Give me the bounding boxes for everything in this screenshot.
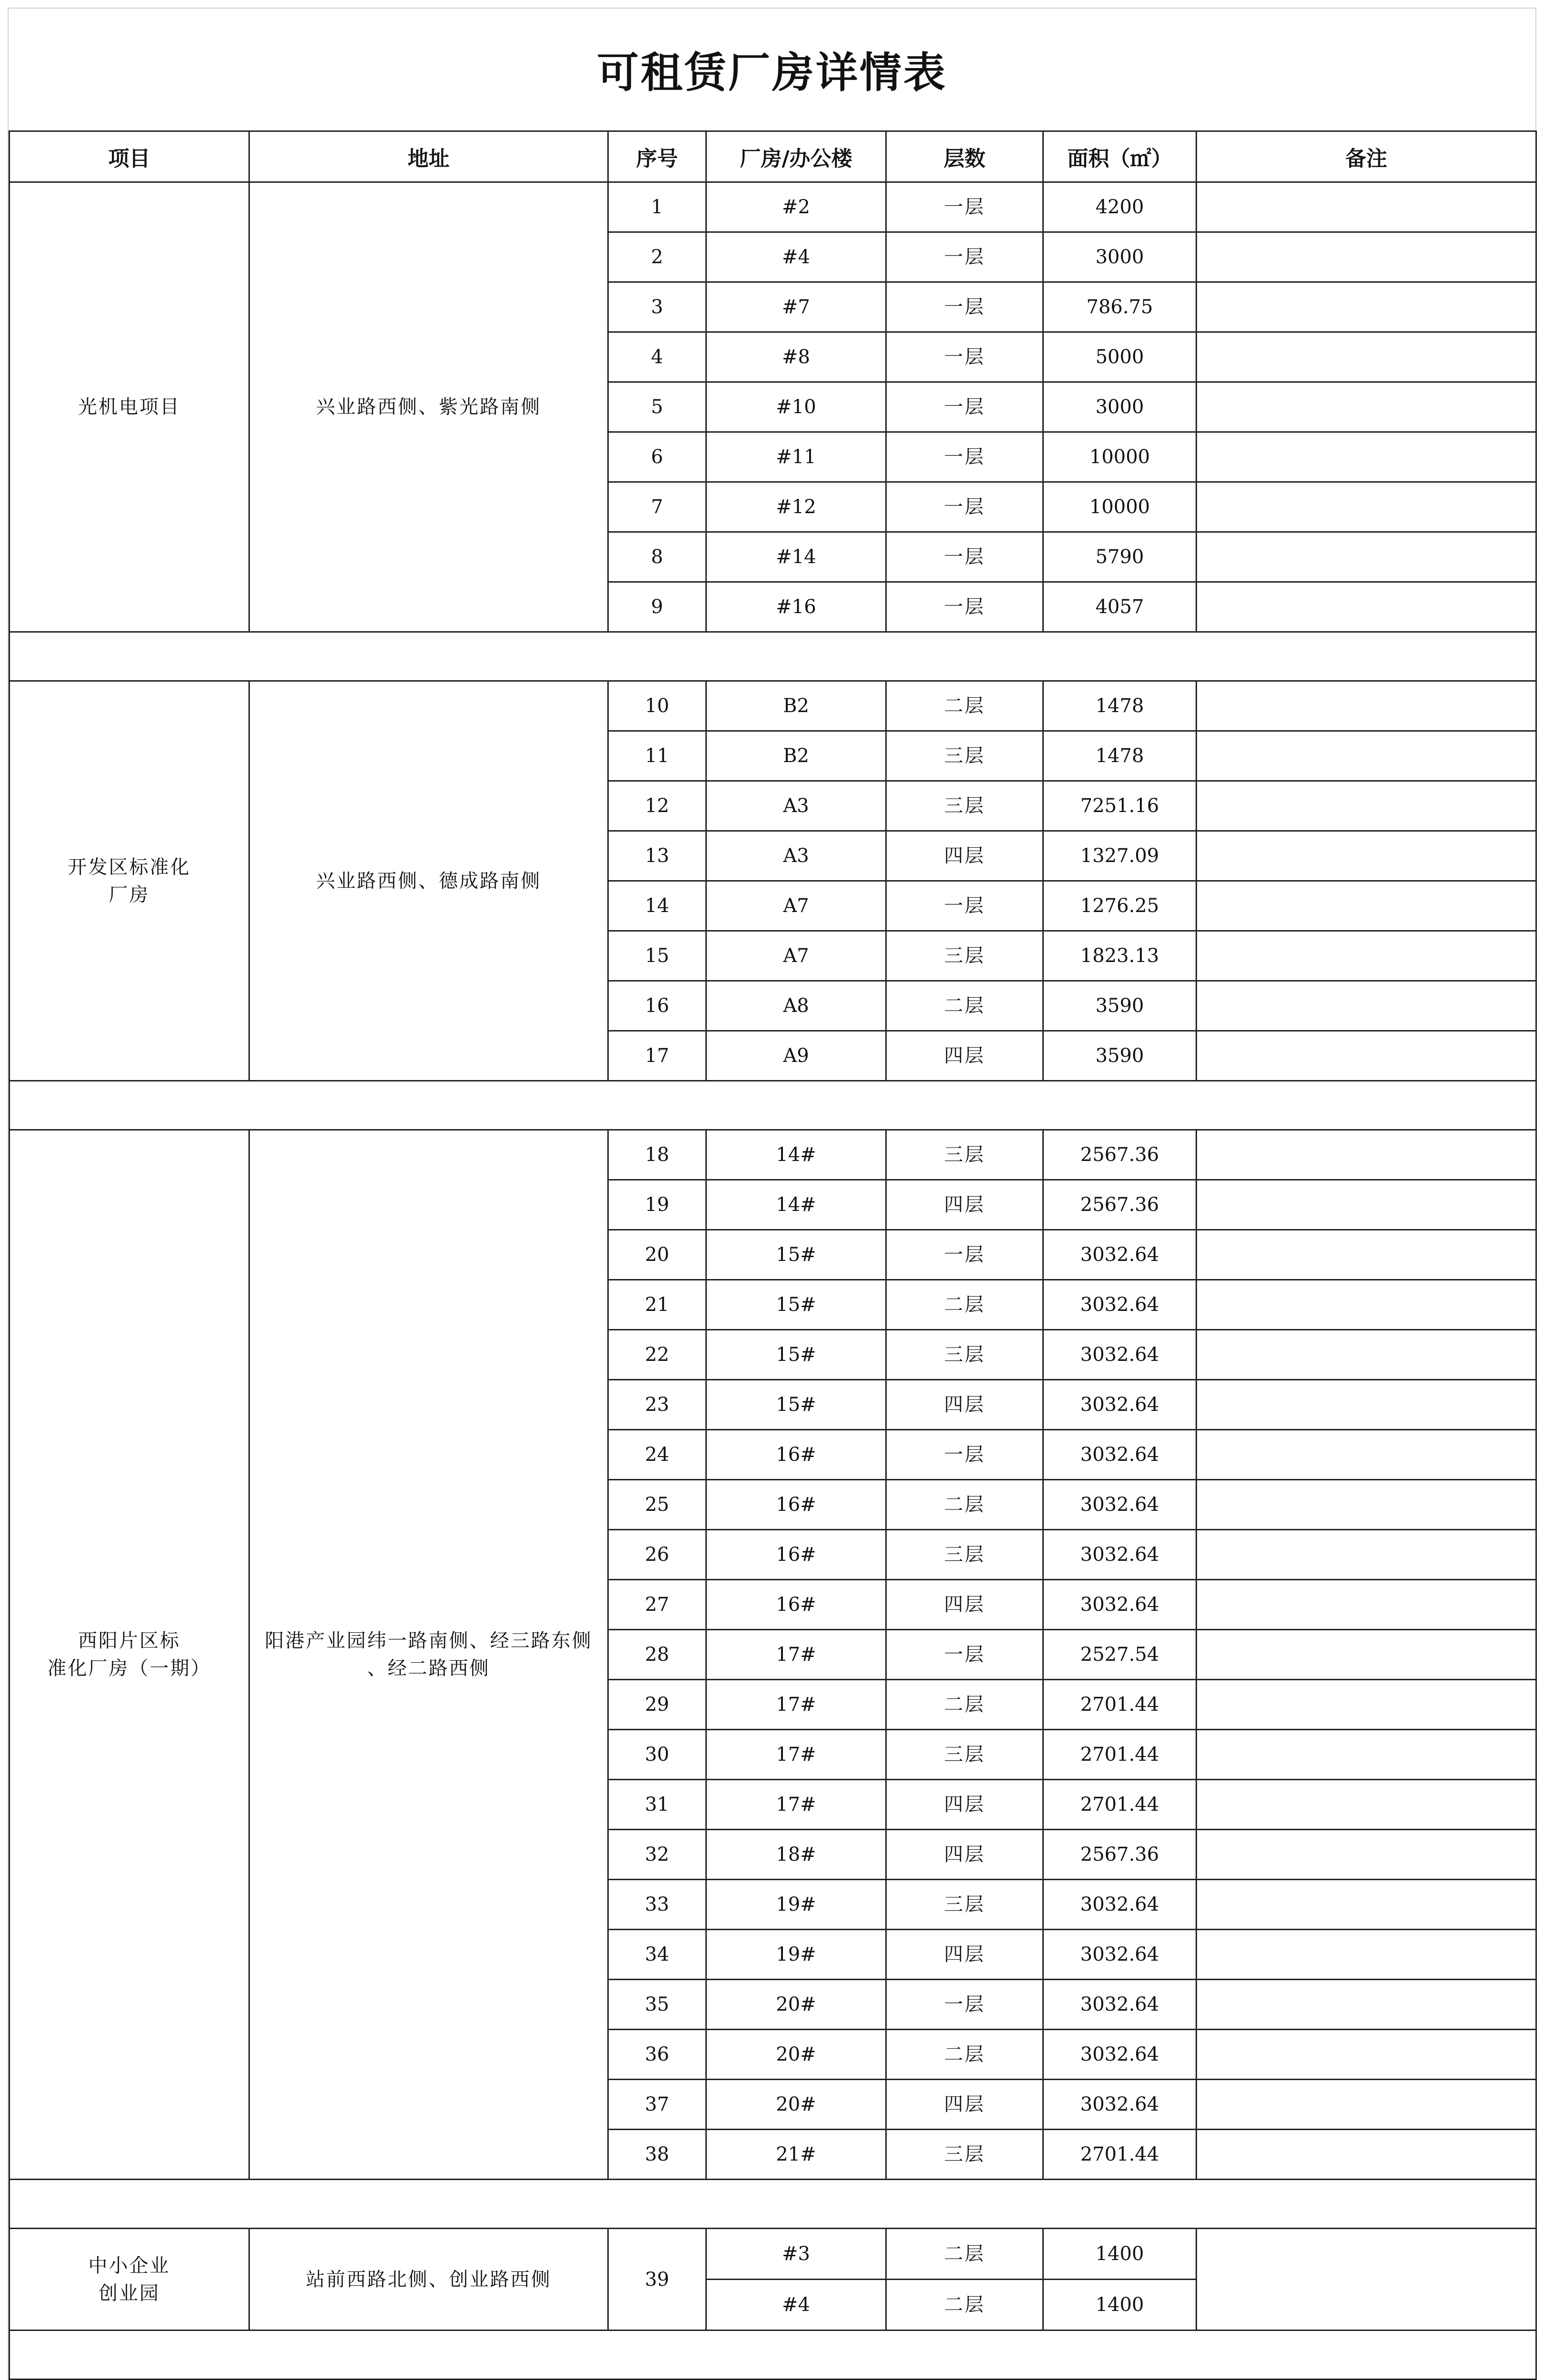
floor-cell: 四层 <box>886 1780 1043 1830</box>
floor-cell: 四层 <box>886 1380 1043 1430</box>
header-row <box>10 131 1536 182</box>
area-cell: 3032.64 <box>1043 1580 1197 1630</box>
area-cell: 2527.54 <box>1043 1630 1197 1680</box>
building-cell: 20# <box>706 1980 886 2030</box>
floor-cell: 二层 <box>886 1280 1043 1330</box>
building-cell: A3 <box>706 831 886 881</box>
no-cell: 4 <box>608 332 706 382</box>
no-cell: 12 <box>608 781 706 831</box>
no-cell: 5 <box>608 382 706 432</box>
floor-cell: 一层 <box>886 432 1043 482</box>
floor-cell: 四层 <box>886 1180 1043 1230</box>
building-cell: 15# <box>706 1280 886 1330</box>
building-cell: #3 <box>706 2229 886 2280</box>
floor-cell: 一层 <box>886 1980 1043 2030</box>
area-cell: 3032.64 <box>1043 2030 1197 2080</box>
floor-cell: 一层 <box>886 182 1043 232</box>
area-cell: 3590 <box>1043 981 1197 1031</box>
note-cell <box>1197 1730 1536 1780</box>
area-cell: 3032.64 <box>1043 1530 1197 1580</box>
note-cell <box>1197 182 1536 232</box>
floor-cell: 三层 <box>886 1880 1043 1930</box>
spacer-row <box>10 2330 1536 2380</box>
no-cell: 2 <box>608 232 706 282</box>
table-row <box>10 681 1536 731</box>
note-cell <box>1197 2080 1536 2130</box>
area-cell: 3032.64 <box>1043 1930 1197 1980</box>
floor-cell: 三层 <box>886 731 1043 781</box>
building-cell: #7 <box>706 282 886 332</box>
floor-cell: 四层 <box>886 1830 1043 1880</box>
floor-cell: 四层 <box>886 2080 1043 2130</box>
floor-cell: 一层 <box>886 1230 1043 1280</box>
no-cell: 29 <box>608 1680 706 1730</box>
no-cell: 35 <box>608 1980 706 2030</box>
no-cell: 37 <box>608 2080 706 2130</box>
no-cell: 10 <box>608 681 706 731</box>
building-cell: #8 <box>706 332 886 382</box>
note-cell <box>1197 1380 1536 1430</box>
building-cell: 14# <box>706 1180 886 1230</box>
floor-cell: 一层 <box>886 332 1043 382</box>
building-cell: 18# <box>706 1830 886 1880</box>
floor-cell: 二层 <box>886 2229 1043 2280</box>
note-cell <box>1197 881 1536 931</box>
building-cell: #11 <box>706 432 886 482</box>
building-cell: 15# <box>706 1380 886 1430</box>
no-cell: 25 <box>608 1480 706 1530</box>
note-cell <box>1197 781 1536 831</box>
note-cell <box>1197 1630 1536 1680</box>
note-cell <box>1197 1031 1536 1081</box>
no-cell: 8 <box>608 532 706 582</box>
note-cell <box>1197 1430 1536 1480</box>
note-cell <box>1197 681 1536 731</box>
header-address: 地址 <box>249 131 608 182</box>
table-row <box>10 2229 1536 2280</box>
area-cell: 7251.16 <box>1043 781 1197 831</box>
area-cell: 1400 <box>1043 2229 1197 2280</box>
no-cell: 20 <box>608 1230 706 1280</box>
area-cell: 3032.64 <box>1043 2080 1197 2130</box>
no-cell: 39 <box>608 2229 706 2330</box>
header-note: 备注 <box>1197 131 1536 182</box>
area-cell: 786.75 <box>1043 282 1197 332</box>
floor-cell: 一层 <box>886 582 1043 632</box>
area-cell: 1400 <box>1043 2280 1197 2330</box>
note-cell <box>1197 1180 1536 1230</box>
area-cell: 1276.25 <box>1043 881 1197 931</box>
area-cell: 10000 <box>1043 482 1197 532</box>
note-cell <box>1197 1930 1536 1980</box>
floor-cell: 三层 <box>886 781 1043 831</box>
building-cell: 16# <box>706 1580 886 1630</box>
area-cell: 3590 <box>1043 1031 1197 1081</box>
building-cell: 16# <box>706 1430 886 1480</box>
note-cell <box>1197 1780 1536 1830</box>
note-cell <box>1197 1680 1536 1730</box>
project-cell: 西阳片区标 准化厂房（一期） <box>10 1130 249 2180</box>
floor-cell: 二层 <box>886 1680 1043 1730</box>
floor-cell: 一层 <box>886 532 1043 582</box>
building-cell: A3 <box>706 781 886 831</box>
address-cell: 兴业路西侧、德成路南侧 <box>249 681 608 1081</box>
no-cell: 34 <box>608 1930 706 1980</box>
address-cell: 兴业路西侧、紫光路南侧 <box>249 182 608 632</box>
note-cell <box>1197 432 1536 482</box>
address-cell: 阳港产业园纬一路南侧、经三路东侧 、经二路西侧 <box>249 1130 608 2180</box>
area-cell: 3032.64 <box>1043 1880 1197 1930</box>
floor-cell: 二层 <box>886 981 1043 1031</box>
no-cell: 15 <box>608 931 706 981</box>
rental-table <box>9 130 1537 2380</box>
area-cell: 2701.44 <box>1043 1780 1197 1830</box>
area-cell: 3032.64 <box>1043 1480 1197 1530</box>
spacer-row <box>10 632 1536 681</box>
building-cell: #2 <box>706 182 886 232</box>
building-cell: 16# <box>706 1530 886 1580</box>
floor-cell: 二层 <box>886 681 1043 731</box>
no-cell: 23 <box>608 1380 706 1430</box>
no-cell: 32 <box>608 1830 706 1880</box>
note-cell <box>1197 1880 1536 1930</box>
building-cell: B2 <box>706 731 886 781</box>
no-cell: 30 <box>608 1730 706 1780</box>
floor-cell: 二层 <box>886 1480 1043 1530</box>
no-cell: 6 <box>608 432 706 482</box>
building-cell: 15# <box>706 1330 886 1380</box>
note-cell <box>1197 931 1536 981</box>
note-cell <box>1197 582 1536 632</box>
floor-cell: 三层 <box>886 1530 1043 1580</box>
no-cell: 21 <box>608 1280 706 1330</box>
no-cell: 27 <box>608 1580 706 1630</box>
no-cell: 33 <box>608 1880 706 1930</box>
no-cell: 13 <box>608 831 706 881</box>
floor-cell: 三层 <box>886 1330 1043 1380</box>
area-cell: 1478 <box>1043 681 1197 731</box>
area-cell: 3000 <box>1043 382 1197 432</box>
table-row <box>10 1130 1536 1180</box>
area-cell: 2567.36 <box>1043 1180 1197 1230</box>
building-cell: A7 <box>706 881 886 931</box>
note-cell <box>1197 532 1536 582</box>
project-cell: 中小企业 创业园 <box>10 2229 249 2330</box>
no-cell: 26 <box>608 1530 706 1580</box>
floor-cell: 一层 <box>886 881 1043 931</box>
no-cell: 18 <box>608 1130 706 1180</box>
no-cell: 17 <box>608 1031 706 1081</box>
floor-cell: 一层 <box>886 232 1043 282</box>
spacer-cell <box>10 2330 1536 2380</box>
note-cell <box>1197 2229 1536 2330</box>
floor-cell: 三层 <box>886 931 1043 981</box>
area-cell: 3032.64 <box>1043 1980 1197 2030</box>
area-cell: 3032.64 <box>1043 1330 1197 1380</box>
area-cell: 2701.44 <box>1043 1680 1197 1730</box>
note-cell <box>1197 1480 1536 1530</box>
spacer-cell <box>10 1081 1536 1130</box>
note-cell <box>1197 382 1536 432</box>
floor-cell: 一层 <box>886 1430 1043 1480</box>
address-cell: 站前西路北侧、创业路西侧 <box>249 2229 608 2330</box>
area-cell: 1478 <box>1043 731 1197 781</box>
area-cell: 1327.09 <box>1043 831 1197 881</box>
note-cell <box>1197 1530 1536 1580</box>
area-cell: 2701.44 <box>1043 2130 1197 2180</box>
spacer-row <box>10 2180 1536 2229</box>
area-cell: 3032.64 <box>1043 1380 1197 1430</box>
note-cell <box>1197 731 1536 781</box>
header-project: 项目 <box>10 131 249 182</box>
no-cell: 3 <box>608 282 706 332</box>
no-cell: 1 <box>608 182 706 232</box>
floor-cell: 三层 <box>886 2130 1043 2180</box>
no-cell: 24 <box>608 1430 706 1480</box>
no-cell: 7 <box>608 482 706 532</box>
note-cell <box>1197 1280 1536 1330</box>
building-cell: 17# <box>706 1680 886 1730</box>
no-cell: 22 <box>608 1330 706 1380</box>
page-title: 可租赁厂房详情表 <box>596 48 947 97</box>
area-cell: 1823.13 <box>1043 931 1197 981</box>
floor-cell: 四层 <box>886 1580 1043 1630</box>
note-cell <box>1197 482 1536 532</box>
note-cell <box>1197 232 1536 282</box>
building-cell: #4 <box>706 232 886 282</box>
note-cell <box>1197 1130 1536 1180</box>
building-cell: #10 <box>706 382 886 432</box>
table-row <box>10 182 1536 232</box>
area-cell: 3032.64 <box>1043 1430 1197 1480</box>
area-cell: 3032.64 <box>1043 1230 1197 1280</box>
no-cell: 36 <box>608 2030 706 2080</box>
building-cell: #14 <box>706 532 886 582</box>
building-cell: 20# <box>706 2080 886 2130</box>
no-cell: 19 <box>608 1180 706 1230</box>
note-cell <box>1197 1230 1536 1280</box>
note-cell <box>1197 2130 1536 2180</box>
header-no: 序号 <box>608 131 706 182</box>
building-cell: #12 <box>706 482 886 532</box>
project-cell: 开发区标准化 厂房 <box>10 681 249 1081</box>
area-cell: 2567.36 <box>1043 1130 1197 1180</box>
note-cell <box>1197 2030 1536 2080</box>
building-cell: 17# <box>706 1630 886 1680</box>
no-cell: 9 <box>608 582 706 632</box>
area-cell: 2701.44 <box>1043 1730 1197 1780</box>
table-body <box>10 182 1536 2380</box>
area-cell: 5000 <box>1043 332 1197 382</box>
note-cell <box>1197 1980 1536 2030</box>
project-cell: 光机电项目 <box>10 182 249 632</box>
floor-cell: 一层 <box>886 382 1043 432</box>
building-cell: 17# <box>706 1780 886 1830</box>
building-cell: #4 <box>706 2280 886 2330</box>
header-floor: 层数 <box>886 131 1043 182</box>
no-cell: 31 <box>608 1780 706 1830</box>
floor-cell: 一层 <box>886 482 1043 532</box>
building-cell: 21# <box>706 2130 886 2180</box>
area-cell: 4057 <box>1043 582 1197 632</box>
sheet <box>8 8 1536 2380</box>
no-cell: 14 <box>608 881 706 931</box>
building-cell: A9 <box>706 1031 886 1081</box>
note-cell <box>1197 1830 1536 1880</box>
header-area: 面积（㎡） <box>1043 131 1197 182</box>
building-cell: B2 <box>706 681 886 731</box>
area-cell: 3032.64 <box>1043 1280 1197 1330</box>
building-cell: 16# <box>706 1480 886 1530</box>
no-cell: 11 <box>608 731 706 781</box>
building-cell: A7 <box>706 931 886 981</box>
building-cell: 20# <box>706 2030 886 2080</box>
note-cell <box>1197 1330 1536 1380</box>
area-cell: 5790 <box>1043 532 1197 582</box>
floor-cell: 四层 <box>886 1930 1043 1980</box>
spacer-row <box>10 1081 1536 1130</box>
note-cell <box>1197 1580 1536 1630</box>
floor-cell: 一层 <box>886 1630 1043 1680</box>
floor-cell: 三层 <box>886 1730 1043 1780</box>
area-cell: 10000 <box>1043 432 1197 482</box>
floor-cell: 二层 <box>886 2030 1043 2080</box>
spacer-cell <box>10 2180 1536 2229</box>
building-cell: #16 <box>706 582 886 632</box>
area-cell: 3000 <box>1043 232 1197 282</box>
building-cell: A8 <box>706 981 886 1031</box>
building-cell: 17# <box>706 1730 886 1780</box>
area-cell: 2567.36 <box>1043 1830 1197 1880</box>
floor-cell: 四层 <box>886 831 1043 881</box>
no-cell: 28 <box>608 1630 706 1680</box>
building-cell: 15# <box>706 1230 886 1280</box>
floor-cell: 四层 <box>886 1031 1043 1081</box>
note-cell <box>1197 282 1536 332</box>
floor-cell: 二层 <box>886 2280 1043 2330</box>
header-building: 厂房/办公楼 <box>706 131 886 182</box>
spacer-cell <box>10 632 1536 681</box>
no-cell: 16 <box>608 981 706 1031</box>
no-cell: 38 <box>608 2130 706 2180</box>
floor-cell: 三层 <box>886 1130 1043 1180</box>
building-cell: 19# <box>706 1930 886 1980</box>
floor-cell: 一层 <box>886 282 1043 332</box>
note-cell <box>1197 981 1536 1031</box>
building-cell: 14# <box>706 1130 886 1180</box>
area-cell: 4200 <box>1043 182 1197 232</box>
note-cell <box>1197 831 1536 881</box>
note-cell <box>1197 332 1536 382</box>
building-cell: 19# <box>706 1880 886 1930</box>
